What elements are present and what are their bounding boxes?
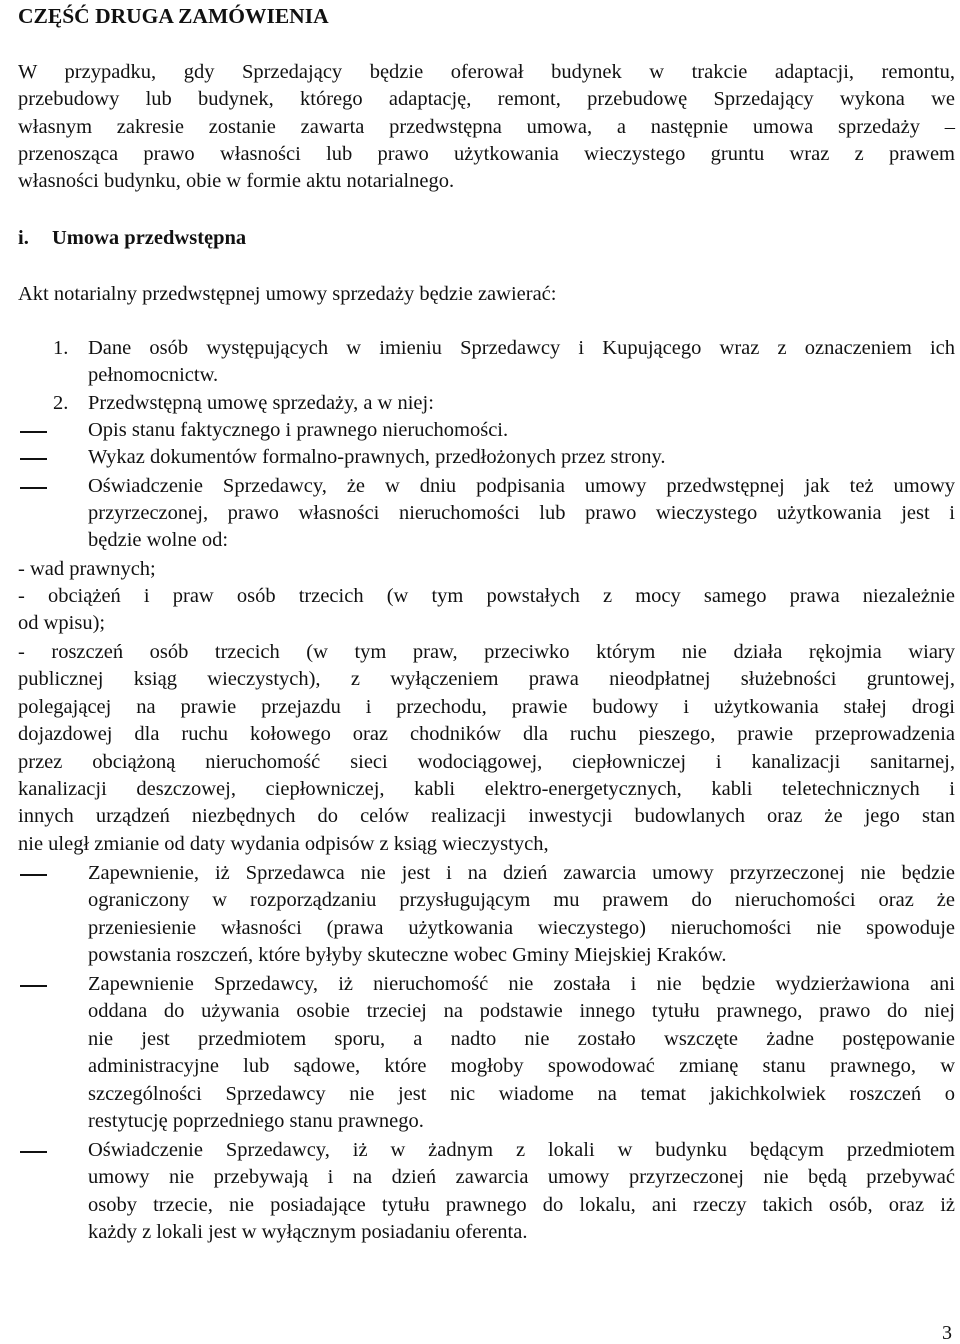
dash-bullet — [20, 874, 47, 876]
dash-item-4-line-4: powstania roszczeń, które byłyby skuteczne wobec Gminy Miejskiej Kraków. — [88, 944, 727, 966]
document-title: CZĘŚĆ DRUGA ZAMÓWIENIA — [18, 4, 329, 28]
dash-item-2: Wykaz dokumentów formalno-prawnych, przedłożonych przez strony. — [88, 446, 666, 468]
dash-item-3-line-2: przyrzeczonej, prawo własności nieruchomości lub prawo wieczystego użytkowania jest i — [88, 502, 955, 524]
section-number: i. — [18, 227, 29, 249]
dash-item-3-line-3: będzie wolne od: — [88, 529, 229, 551]
intro-line-3: własnym zakresie zostanie zawarta przedwstępna umowa, a następnie umowa sprzedaży – — [18, 116, 955, 138]
list-number-2: 2. — [53, 392, 69, 414]
sub-item-2-line-2: od wpisu); — [18, 612, 106, 634]
dash-item-5-line-1: Zapewnienie Sprzedawcy, iż nieruchomość nie została i nie będzie wydzierżawiona ani — [88, 973, 955, 995]
dash-bullet — [20, 985, 47, 987]
list-number-1: 1. — [53, 337, 69, 359]
intro-line-2: przebudowy lub budynek, którego adaptację, remont, przebudowę Sprzedający wykona we — [18, 88, 955, 110]
dash-item-4-line-2: ograniczony w rozporządzaniu przysługującym mu prawem do nieruchomości oraz że — [88, 889, 955, 911]
dash-item-1: Opis stanu faktycznego i prawnego nieruchomości. — [88, 419, 509, 441]
intro-line-4: przenosząca prawo własności lub prawo użytkowania wieczystego gruntu wraz z prawem — [18, 143, 955, 165]
sub-item-3-line-2: publicznej ksiąg wieczystych), z wyłączeniem prawa nieodpłatnej służebności gruntowej, — [18, 668, 955, 690]
section-heading: Umowa przedwstępna — [52, 227, 247, 249]
dash-bullet — [20, 458, 47, 460]
sub-item-3-line-1: - roszczeń osób trzecich (w tym praw, przeciwko którym nie działa rękojmia wiary — [18, 641, 955, 663]
dash-item-6-line-3: osoby trzecie, nie posiadające tytułu prawnego do lokalu, ani rzeczy takich osób, oraz iż — [88, 1194, 955, 1216]
sub-item-3-line-6: kanalizacji deszczowej, ciepłowniczej, kabli elektro-energetycznych, kabli teletechnicznych i — [18, 778, 955, 800]
dash-item-4-line-3: przeniesienie własności (prawa użytkowania wieczystego) nieruchomości nie spowoduje — [88, 917, 955, 939]
sub-item-1: - wad prawnych; — [18, 558, 156, 580]
intro-line-1: W przypadku, gdy Sprzedający będzie oferował budynek w trakcie adaptacji, remontu, — [18, 61, 955, 83]
dash-item-6-line-1: Oświadczenie Sprzedawcy, iż w żadnym z lokali w budynku będącym przedmiotem — [88, 1139, 955, 1161]
dash-item-6-line-2: umowy nie przebywają i na dzień zawarcia umowy przyrzeczonej nie będą przebywać — [88, 1166, 955, 1188]
list-item-1-line-1: Dane osób występujących w imieniu Sprzedawcy i Kupującego wraz z oznaczeniem ich — [88, 337, 955, 359]
dash-item-3-line-1: Oświadczenie Sprzedawcy, że w dniu podpisania umowy przedwstępnej jak też umowy — [88, 475, 955, 497]
dash-item-5-line-4: administracyjne lub sądowe, które mogłoby spowodować zmianę stanu prawnego, w — [88, 1055, 955, 1077]
sub-item-3-line-4: dojazdowej dla ruchu kołowego oraz chodników dla ruchu pieszego, prawie przeprowadzenia — [18, 723, 955, 745]
dash-item-5-line-5: szczególności Sprzedawcy nie jest nic wiadome na temat jakichkolwiek roszczeń o — [88, 1083, 955, 1105]
dash-item-4-line-1: Zapewnienie, iż Sprzedawca nie jest i na dzień zawarcia umowy przyrzeczonej nie będzie — [88, 862, 955, 884]
list-item-1-line-2: pełnomocnictw. — [88, 364, 219, 386]
sub-item-2-line-1: - obciążeń i praw osób trzecich (w tym powstałych z mocy samego prawa niezależnie — [18, 585, 955, 607]
dash-bullet — [20, 431, 47, 433]
page-number: 3 — [942, 1322, 952, 1344]
sub-item-3-line-3: polegającej na prawie przejazdu i przechodu, prawie budowy i użytkowania stałej drogi — [18, 696, 955, 718]
intro-line-5: własności budynku, obie w formie aktu notarialnego. — [18, 170, 455, 192]
sub-item-3-line-7: innych urządzeń niezbędnych do celów realizacji inwestycji budowlanych oraz że jego stan — [18, 805, 955, 827]
dash-item-5-line-6: restytucję poprzedniego stanu prawnego. — [88, 1110, 424, 1132]
dash-item-5-line-2: oddana do używania osobie trzeciej na podstawie innego tytułu prawnego, prawo do niej — [88, 1000, 955, 1022]
dash-bullet — [20, 487, 47, 489]
section-intro: Akt notarialny przedwstępnej umowy sprzedaży będzie zawierać: — [18, 283, 557, 305]
dash-item-5-line-3: nie jest przedmiotem sporu, a nadto nie zostało wszczęte żadne postępowanie — [88, 1028, 955, 1050]
sub-item-3-line-8: nie uległ zmianie od daty wydania odpisów z ksiąg wieczystych, — [18, 833, 549, 855]
dash-item-6-line-4: każdy z lokali jest w wyłącznym posiadaniu oferenta. — [88, 1221, 528, 1243]
list-item-2-line-1: Przedwstępną umowę sprzedaży, a w niej: — [88, 392, 434, 414]
sub-item-3-line-5: przez obciążoną nieruchomość sieci wodociągowej, ciepłowniczej i kanalizacji sanitarnej, — [18, 751, 955, 773]
dash-bullet — [20, 1151, 47, 1153]
